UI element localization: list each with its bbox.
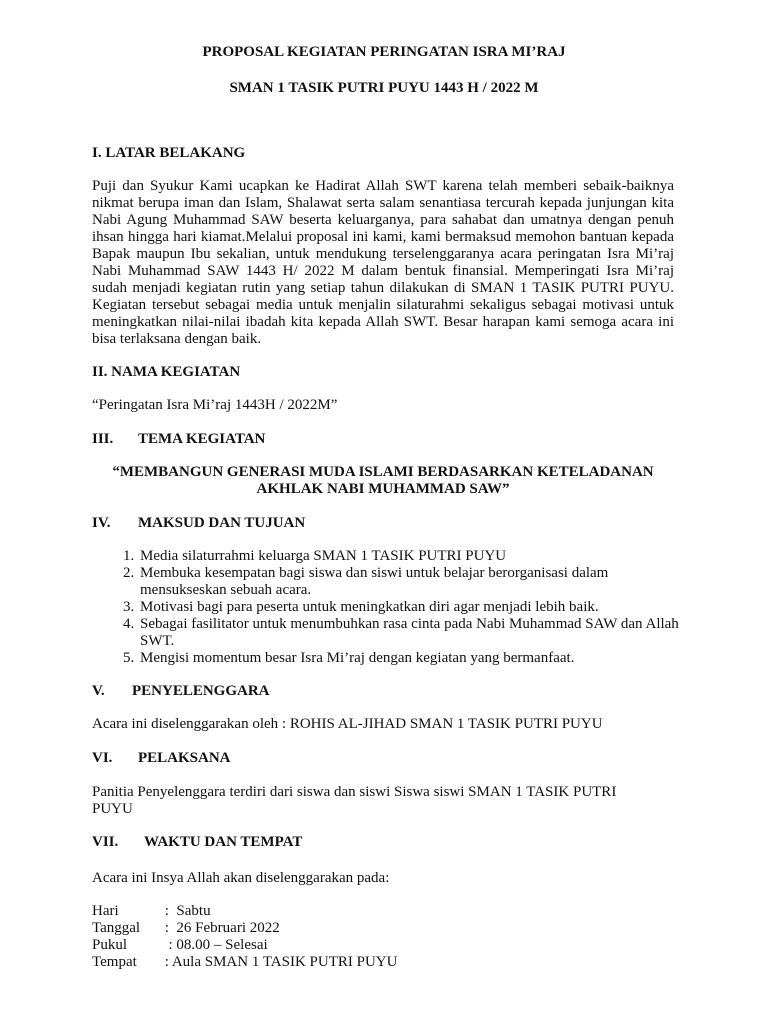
section-heading-waktu-tempat: [92, 834, 302, 851]
schedule-label: Hari: [92, 903, 119, 919]
schedule-row-tempat: [92, 954, 397, 971]
section-heading-pelaksana: [92, 750, 231, 767]
section-title: PELAKSANA: [138, 750, 231, 766]
schedule-value: : 08.00 – Selesai: [161, 937, 268, 953]
list-item: 5. Mengisi momentum besar Isra Mi’raj dengan kegiatan yang bermanfaat.: [138, 650, 698, 667]
tema-kegiatan-text: “MEMBANGUN GENERASI MUDA ISLAMI BERDASARKAN KETELADANAN AKHLAK NABI MUHAMMAD SAW”: [112, 464, 654, 497]
section-heading-nama-kegiatan: II. NAMA KEGIATAN: [92, 364, 241, 380]
section-heading-penyelenggara: [92, 683, 270, 700]
schedule-value: : Sabtu: [161, 903, 211, 919]
schedule-row-hari: [92, 903, 211, 920]
section-number: IV.: [92, 515, 111, 531]
section-title: MAKSUD DAN TUJUAN: [138, 515, 306, 531]
section-number: V.: [92, 683, 105, 699]
schedule-value: : Aula SMAN 1 TASIK PUTRI PUYU: [161, 954, 398, 970]
schedule-row-tanggal: [92, 920, 280, 937]
waktu-intro-text: Acara ini Insya Allah akan diselenggarakan pada:: [92, 870, 390, 886]
section-number: VI.: [92, 750, 113, 766]
list-item: 1. Media silaturrahmi keluarga SMAN 1 TASIK PUTRI PUYU: [138, 548, 698, 565]
section-heading-maksud-tujuan: [92, 515, 305, 532]
pelaksana-text: Panitia Penyelenggara terdiri dari siswa dan siswi Siswa siswi SMAN 1 TASIK PUTRI PUYU: [92, 784, 617, 817]
section-title: PENYELENGGARA: [132, 683, 270, 699]
schedule-value: : 26 Februari 2022: [161, 920, 280, 936]
section-heading-latar-belakang: I. LATAR BELAKANG: [92, 145, 246, 161]
schedule-label: Tanggal: [92, 920, 141, 936]
list-item: 2. Membuka kesempatan bagi siswa dan siswi untuk belajar berorganisasi dalam mensukseskan sebuah acara.: [138, 565, 698, 599]
section-title: WAKTU DAN TEMPAT: [144, 834, 303, 850]
schedule-row-pukul: [92, 937, 268, 954]
maksud-tujuan-list: [92, 548, 698, 667]
section-title: TEMA KEGIATAN: [138, 431, 266, 447]
section-heading-tema-kegiatan: [92, 431, 265, 448]
latar-belakang-paragraph: Puji dan Syukur Kami ucapkan ke Hadirat Allah SWT karena telah memberi sebaik-baiknya nikmat berupa iman dan Islam, Shalawat serta salam senantiasa tercurah kepada junjungan kita Nabi Agung Muhammad SAW beserta keluarganya, para sahabat dan umatnya dengan penuh ihsan hingga hari kiamat.Melalui proposal ini kami, kami bermaksud memohon bantuan kepada Bapak maupun Ibu sekalian, untuk mendukung terselenggaranya acara peringatan Isra Mi’raj Nabi Muhammad SAW 1443 H/ 2022 M dalam bentuk finansial. Memperingati Isra Mi’raj sudah menjadi kegiatan rutin yang setiap tahun dilakukan di SMAN 1 TASIK PUTRI PUYU. Kegiatan tersebut sebagai media untuk menjalin silaturahmi sekaligus sebagai motivasi untuk meningkatkan nilai-nilai ibadah kita kepada Allah SWT. Besar harapan kami semoga acara ini bisa terlaksana dengan baik.: [92, 178, 674, 347]
nama-kegiatan-text: “Peringatan Isra Mi’raj 1443H / 2022M”: [92, 397, 338, 413]
penyelenggara-text: Acara ini diselenggarakan oleh : ROHIS AL-JIHAD SMAN 1 TASIK PUTRI PUYU: [92, 716, 603, 732]
schedule-label: Pukul: [92, 937, 128, 953]
section-number: III.: [92, 431, 114, 447]
document-title: PROPOSAL KEGIATAN PERINGATAN ISRA MI’RAJ: [202, 44, 566, 60]
document-subtitle: SMAN 1 TASIK PUTRI PUYU 1443 H / 2022 M: [229, 80, 539, 96]
schedule-label: Tempat: [92, 954, 137, 970]
section-number: VII.: [92, 834, 119, 850]
list-item: 4. Sebagai fasilitator untuk menumbuhkan rasa cinta pada Nabi Muhammad SAW dan Allah SWT.: [138, 616, 698, 650]
list-item: 3. Motivasi bagi para peserta untuk meningkatkan diri agar menjadi lebih baik.: [138, 599, 698, 616]
